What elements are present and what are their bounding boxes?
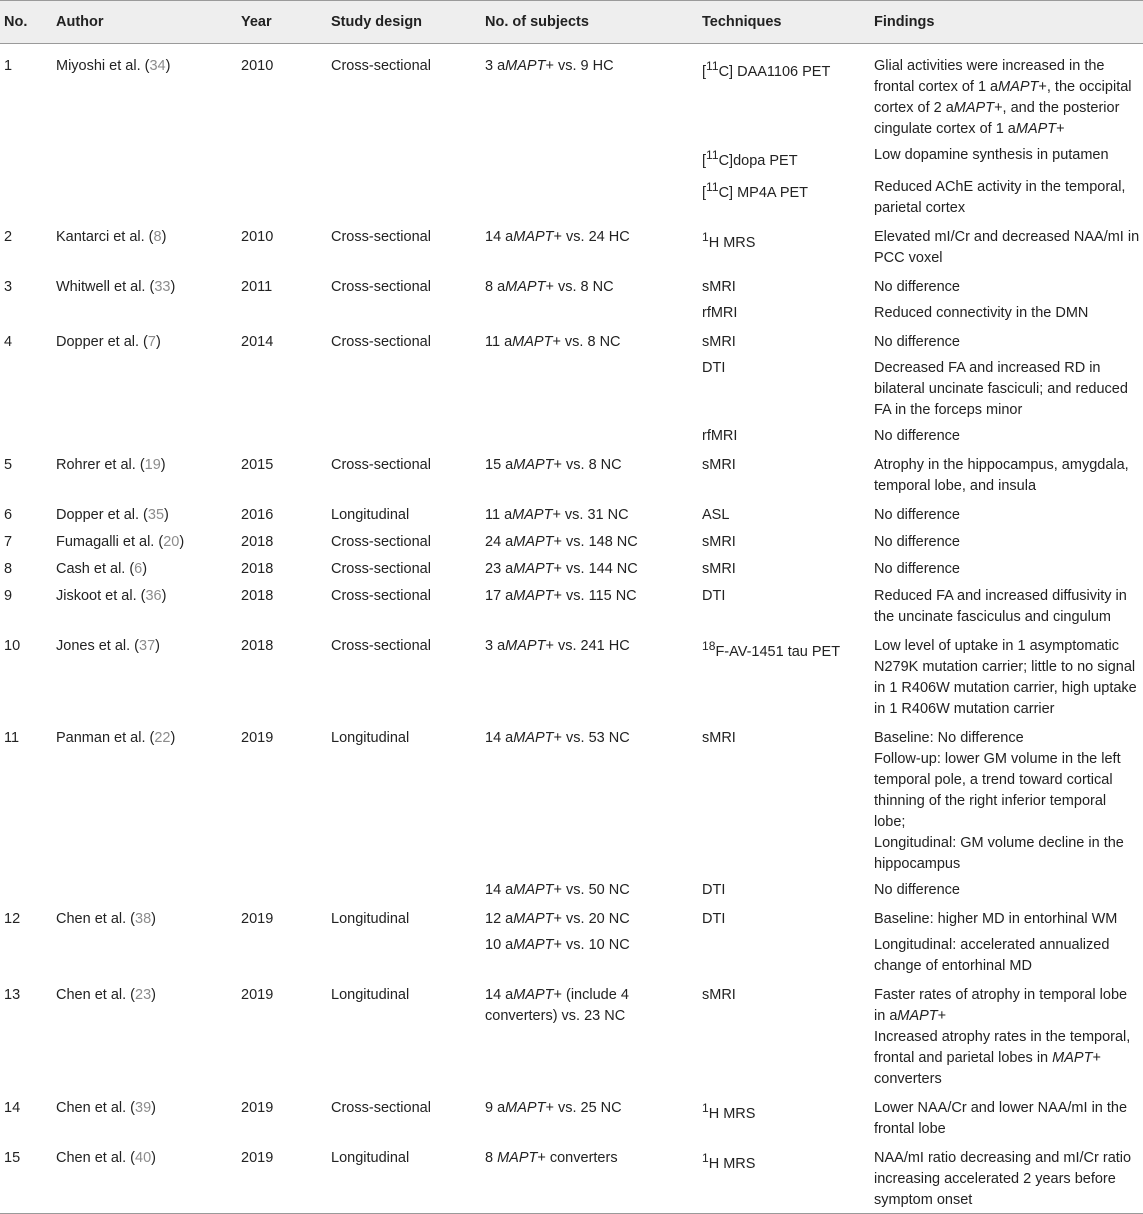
cell-author: Miyoshi et al. (34) [56, 58, 171, 74]
cell-author: Cash et al. (6) [56, 560, 148, 577]
reference-link[interactable]: 7 [147, 333, 156, 350]
table-row [0, 1092, 1143, 1142]
cell-no [0, 932, 52, 979]
table-row [0, 221, 1143, 271]
cell-study-design: Longitudinal [331, 506, 410, 523]
cell-finding: Baseline: higher MD in entorhinal WM [874, 910, 1118, 927]
cell-author [52, 174, 237, 221]
cell-author: Chen et al. (23) [56, 986, 156, 1003]
cell-technique: [$^{11}$C] MP4A PET [702, 179, 809, 201]
cell-author: Panman et al. (22) [56, 729, 176, 746]
table-row [0, 174, 1143, 221]
cell-year: 2019 [241, 986, 274, 1003]
cell-finding: NAA/mI ratio decreasing and mI/Cr ratio increasing accelerated 2 years before symptom onset [870, 1142, 1143, 1214]
table-row [0, 528, 1143, 555]
cell-year [237, 932, 327, 979]
cell-study-design: Cross-sectional [331, 1099, 431, 1116]
cell-finding: Baseline: No difference Follow-up: lower GM volume in the left temporal pole, a trend toward cortical thinning of the right inferior temporal lobe; Longitudinal: GM volume decline in the hippocampus [874, 729, 1124, 872]
cell-study-design [327, 142, 481, 174]
reference-link[interactable]: 35 [147, 506, 165, 523]
cell-study-design: Longitudinal [327, 1142, 481, 1214]
cell-author: Chen et al. (38) [56, 910, 156, 927]
cell-subjects: 14 aMAPT+ vs. 24 HC [485, 228, 630, 245]
cell-study-design [327, 877, 481, 903]
table-row [0, 423, 1143, 449]
cell-year: 2010 [241, 228, 274, 245]
cell-subjects: 24 aMAPT+ vs. 148 NC [485, 533, 638, 550]
cell-author: Rohrer et al. (19) [56, 456, 166, 473]
reference-link[interactable]: 40 [135, 1149, 152, 1166]
cell-study-design: Cross-sectional [331, 637, 431, 654]
cell-subjects: 9 aMAPT+ vs. 25 NC [485, 1099, 622, 1116]
cell-technique: rfMRI [702, 427, 738, 444]
cell-year: 2019 [237, 1142, 327, 1214]
cell-study-design [327, 423, 481, 449]
cell-study-design: Longitudinal [331, 729, 410, 746]
cell-technique: DTI [702, 587, 726, 604]
cell-no: 11 [4, 729, 20, 746]
cell-technique: sMRI [702, 278, 736, 295]
cell-subjects [481, 300, 698, 326]
cell-no: 4 [4, 333, 13, 350]
cell-year: 2019 [241, 729, 274, 746]
cell-study-design [327, 932, 481, 979]
cell-no: 7 [4, 533, 13, 550]
cell-study-design: Cross-sectional [331, 560, 431, 577]
cell-finding: Decreased FA and increased RD in bilateral uncinate fasciculi; and reduced FA in the forceps minor [874, 359, 1128, 418]
cell-technique: sMRI [702, 333, 736, 350]
cell-no: 1 [4, 58, 13, 74]
cell-year: 2018 [241, 533, 274, 550]
cell-no: 10 [4, 637, 21, 654]
table-row [0, 932, 1143, 979]
cell-no: 15 [0, 1142, 52, 1214]
cell-subjects: 12 aMAPT+ vs. 20 NC [485, 910, 630, 927]
cell-study-design [327, 300, 481, 326]
cell-year: 2019 [241, 910, 274, 927]
cell-technique [698, 932, 870, 979]
cell-no [0, 174, 52, 221]
header-techniques: Techniques [698, 1, 870, 44]
cell-technique: sMRI [702, 986, 736, 1003]
table-row [0, 555, 1143, 582]
cell-study-design: Cross-sectional [331, 456, 431, 473]
cell-year: 2018 [241, 637, 274, 654]
cell-no: 9 [4, 587, 13, 604]
cell-technique: DTI [702, 359, 726, 376]
header-year: Year [237, 1, 327, 44]
header-author: Author [52, 1, 237, 44]
cell-technique: sMRI [702, 533, 736, 550]
cell-subjects: 17 aMAPT+ vs. 115 NC [485, 587, 637, 604]
cell-technique: DTI [702, 910, 726, 927]
cell-finding: No difference [874, 533, 960, 550]
reference-link[interactable]: 20 [163, 533, 180, 550]
cell-technique: sMRI [702, 560, 736, 577]
cell-technique: $^1$H MRS [698, 1142, 870, 1214]
table-row [0, 142, 1143, 174]
table-row [0, 300, 1143, 326]
cell-no: 13 [4, 986, 21, 1003]
cell-subjects: 8 MAPT+ converters [481, 1142, 698, 1214]
cell-author: Dopper et al. (35) [56, 506, 169, 523]
cell-study-design: Cross-sectional [331, 333, 431, 350]
cell-no: 6 [4, 506, 13, 523]
cell-author: Dopper et al. (7) [56, 333, 161, 350]
cell-author: Fumagalli et al. (20) [56, 533, 185, 550]
cell-technique: sMRI [702, 729, 736, 746]
table-row [0, 499, 1143, 528]
cell-finding: Reduced AChE activity in the temporal, parietal cortex [874, 178, 1126, 216]
cell-no [0, 423, 52, 449]
cell-finding: No difference [874, 881, 960, 898]
cell-year: 2016 [241, 506, 274, 523]
reference-link[interactable]: 38 [135, 910, 152, 927]
cell-study-design: Cross-sectional [331, 58, 431, 74]
cell-author: Chen et al. (39) [56, 1099, 156, 1116]
cell-subjects: 14 aMAPT+ (include 4 converters) vs. 23 NC [485, 986, 629, 1024]
table-row [0, 630, 1143, 722]
reference-link[interactable]: 33 [154, 278, 171, 295]
cell-subjects: 14 aMAPT+ vs. 53 NC [485, 729, 630, 746]
header-row [0, 1, 1143, 44]
cell-year [237, 174, 327, 221]
cell-study-design [327, 355, 481, 423]
table-row [0, 326, 1143, 355]
cell-technique: DTI [702, 881, 726, 898]
cell-subjects: 10 aMAPT+ vs. 10 NC [485, 936, 630, 953]
cell-year [237, 877, 327, 903]
cell-author: Whitwell et al. (33) [56, 278, 176, 295]
reference-link[interactable]: 23 [135, 986, 152, 1003]
cell-author [52, 300, 237, 326]
cell-finding: No difference [874, 560, 960, 577]
cell-author [52, 932, 237, 979]
cell-technique: sMRI [702, 456, 736, 473]
cell-year [237, 300, 327, 326]
header-findings: Findings [870, 1, 1143, 44]
reference-link[interactable]: 39 [135, 1099, 152, 1116]
cell-subjects: 11 aMAPT+ vs. 8 NC [485, 333, 621, 350]
cell-subjects [481, 355, 698, 423]
cell-study-design: Cross-sectional [331, 228, 431, 245]
cell-year: 2010 [241, 58, 274, 74]
cell-study-design [327, 174, 481, 221]
table-row [0, 877, 1143, 903]
table-row [0, 1142, 1143, 1214]
cell-subjects: 14 aMAPT+ vs. 50 NC [485, 881, 630, 898]
reference-link[interactable]: 36 [145, 587, 162, 604]
cell-no [0, 142, 52, 174]
table-row [0, 582, 1143, 630]
header-subjects: No. of subjects [481, 1, 698, 44]
cell-year [237, 355, 327, 423]
reference-link[interactable]: 22 [154, 729, 171, 746]
cell-no [0, 877, 52, 903]
cell-year: 2015 [241, 456, 274, 473]
cell-year: 2011 [241, 278, 273, 295]
cell-finding: No difference [874, 278, 960, 295]
cell-author [52, 142, 237, 174]
cell-author: Kantarci et al. (8) [56, 228, 167, 245]
cell-no [0, 300, 52, 326]
table-row [0, 903, 1143, 932]
reference-link[interactable]: 34 [149, 58, 166, 74]
reference-link[interactable]: 8 [153, 228, 162, 245]
cell-author [52, 355, 237, 423]
cell-finding: No difference [874, 427, 960, 444]
cell-subjects: 23 aMAPT+ vs. 144 NC [485, 560, 638, 577]
cell-author: Jones et al. (37) [56, 637, 160, 654]
cell-technique: [$^{11}$C]dopa PET [702, 148, 798, 169]
reference-link[interactable]: 6 [134, 560, 143, 577]
cell-study-design: Cross-sectional [331, 587, 431, 604]
header-study-design: Study design [327, 1, 481, 44]
table-body [0, 44, 1143, 1214]
cell-technique: $^{18}$F-AV-1451 tau PET [702, 638, 841, 660]
header-no: No. [0, 1, 52, 44]
cell-finding: No difference [874, 506, 960, 523]
cell-technique: ASL [702, 506, 730, 523]
cell-subjects: 8 aMAPT+ vs. 8 NC [485, 278, 614, 295]
table-row [0, 449, 1143, 499]
cell-study-design: Longitudinal [331, 910, 410, 927]
cell-no: 3 [4, 278, 13, 295]
cell-technique: $^1$H MRS [702, 1100, 756, 1122]
cell-finding: Lower NAA/Cr and lower NAA/mI in the frontal lobe [874, 1099, 1128, 1137]
cell-author [52, 423, 237, 449]
cell-subjects [481, 423, 698, 449]
table-row [0, 722, 1143, 877]
cell-study-design: Cross-sectional [331, 278, 431, 295]
cell-study-design: Cross-sectional [331, 533, 431, 550]
cell-no: 8 [4, 560, 13, 577]
cell-year: 2014 [241, 333, 274, 350]
cell-subjects: 3 aMAPT+ vs. 9 HC [485, 58, 614, 74]
cell-finding: No difference [874, 333, 960, 350]
cell-technique: $^1$H MRS [702, 229, 756, 251]
cell-subjects: 11 aMAPT+ vs. 31 NC [485, 506, 629, 523]
reference-link[interactable]: 19 [144, 456, 161, 473]
cell-author: Chen et al. (40) [52, 1142, 237, 1214]
cell-finding: Longitudinal: accelerated annualized change of entorhinal MD [874, 936, 1110, 974]
cell-study-design: Longitudinal [331, 986, 410, 1003]
cell-finding: Low dopamine synthesis in putamen [874, 147, 1109, 163]
table-row [0, 979, 1143, 1092]
cell-author: Jiskoot et al. (36) [56, 587, 167, 604]
cell-year [237, 423, 327, 449]
cell-finding: Elevated mI/Cr and decreased NAA/mI in PCC voxel [874, 228, 1140, 266]
table-row [0, 355, 1143, 423]
cell-author [52, 877, 237, 903]
cell-finding: Faster rates of atrophy in temporal lobe in aMAPT+ Increased atrophy rates in the temporal, frontal and parietal lobes in MAPT+ converters [874, 986, 1131, 1087]
cell-finding: Atrophy in the hippocampus, amygdala, temporal lobe, and insula [874, 456, 1129, 494]
reference-link[interactable]: 37 [139, 637, 156, 654]
cell-no: 12 [4, 910, 21, 927]
cell-no [0, 355, 52, 423]
cell-year: 2018 [241, 560, 274, 577]
cell-no: 5 [4, 456, 13, 473]
cell-finding: Glial activities were increased in the frontal cortex of 1 aMAPT+, the occipital cortex of 2 aMAPT+, and the posterior cingulate cortex of 1 aMAPT+ [874, 58, 1132, 137]
table-row [0, 44, 1143, 143]
cell-finding: Reduced connectivity in the DMN [874, 304, 1089, 321]
table-row [0, 271, 1143, 300]
cell-subjects: 15 aMAPT+ vs. 8 NC [485, 456, 622, 473]
cell-technique: rfMRI [702, 304, 738, 321]
cell-year: 2019 [241, 1099, 274, 1116]
cell-no: 2 [4, 228, 13, 245]
cell-year [237, 142, 327, 174]
cell-subjects [481, 174, 698, 221]
cell-finding: Low level of uptake in 1 asymptomatic N279K mutation carrier; little to no signal in 1 R406W mutation carrier, high uptake in 1 R406W mutation carrier [874, 637, 1137, 717]
cell-subjects [481, 142, 698, 174]
cell-subjects: 3 aMAPT+ vs. 241 HC [485, 637, 630, 654]
cell-year: 2018 [241, 587, 274, 604]
cell-technique: [$^{11}$C] DAA1106 PET [702, 59, 831, 80]
cell-no: 14 [4, 1099, 21, 1116]
cell-finding: Reduced FA and increased diffusivity in the uncinate fasciculus and cingulum [874, 587, 1127, 625]
